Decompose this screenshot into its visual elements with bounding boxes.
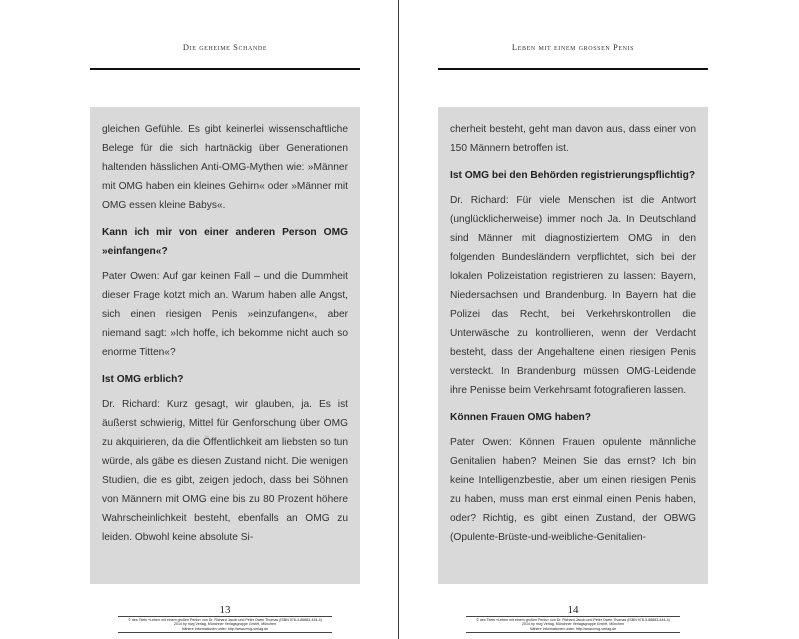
header-rule [90,68,360,70]
imprint-line: © des Titels »Leben mit einem großen Penis« von Dr. Richard Jacob und Peter Owen Thomas (ISBN 978-3-86883-444-4) [128,618,322,622]
question-heading: Kann ich mir von einer anderen Person OMG »einfangen«? [102,227,348,257]
question-heading: Können Frauen OMG haben? [450,412,591,423]
running-header: Leben mit einem grossen Penis [511,42,635,52]
running-header: Die geheime Schande [182,42,268,52]
content-box [90,107,360,584]
imprint-line: Nähere Informationen unter: http://www.mvg-verlag.de [181,626,269,631]
paragraph: cherheit besteht, geht man davon aus, dass einer von 150 Männern betroffen ist. [450,124,696,154]
page-number: 14 [567,604,579,616]
paragraph: gleichen Gefühle. Es gibt keinerlei wissenschaftliche Belege für die sich hartnäckig über Generationen haltenden hässlichen Anti-OMG-Mythen wie: »Männer mit OMG haben ein kleines Gehirn« oder »Männer mit OMG essen kleine Babys«. [102,124,348,211]
paragraph: Pater Owen: Können Frauen opulente männliche Genitalien haben? Meinen Sie das ernst? Ich bin keine Intelligenzbestie, aber um einen riesigen Penis zu haben, muss man erst einmal einen Penis haben, oder? Richtig, es gibt einen Zustand, der OBWG (Opulente-Brüste-und-weibliche-Genitalien- [450,437,696,543]
right-page [438,0,708,639]
paragraph: Pater Owen: Auf gar keinen Fall – und die Dummheit dieser Frage kotzt mich an. Warum haben alle Angst, sich einen riesigen Penis »einzufangen«, aber niemand sagt: »Ich hoffe, ich bekomme nicht auch so enorme Titten«? [102,271,348,358]
copyright-imprint [466,616,680,633]
imprint-line: Nähere Informationen unter: http://www.mvg-verlag.de [529,626,617,631]
book-spine [398,0,399,639]
content-box [438,107,708,584]
page-number: 13 [219,604,231,616]
imprint-line: 2014 by mvg Verlag, Münchner Verlagsgruppe GmbH, München [173,622,277,627]
question-heading: Ist OMG erblich? [102,374,184,385]
paragraph: Dr. Richard: Kurz gesagt, wir glauben, ja. Es ist äußerst schwierig, Mittel für Genforschung über OMG zu akquirieren, da die Öffentlichkeit am liebsten so tun würde, als gäbe es diesen Zustand nicht. Die wenigen Studien, die es gibt, zeigen jedoch, dass bei Söhnen von Männern mit OMG eine bis zu 80 Prozent höhere Wahrscheinlichkeit besteht, ebenfalls an OMG zu leiden. Obwohl keine absolute Si- [102,399,348,543]
question-heading: Ist OMG bei den Behörden registrierungspflichtig? [450,170,696,181]
paragraph: Dr. Richard: Für viele Menschen ist die Antwort (unglücklicherweise) immer noch Ja. In Deutschland sind Männer mit diagnostiziertem OMG in den folgenden Bundesländern verpflichtet, sich bei der lokalen Polizeistation registrieren zu lassen: Bayern, Niedersachsen und Brandenburg. In Bayern hat die Polizei das Recht, bei Verkehrskontrollen die Unterwäsche zu kontrollieren, wenn der Verdacht besteht, dass der Angehaltene einen riesigen Penis versteckt. In Brandenburg müssen OMG-Leidende ihre Penisse beim Verkehrsamt fotografieren lassen. [450,195,696,396]
left-page [90,0,360,639]
imprint-line: 2014 by mvg Verlag, Münchner Verlagsgruppe GmbH, München [521,622,625,627]
imprint-line: © des Titels »Leben mit einem großen Penis« von Dr. Richard Jacob und Peter Owen Thomas (ISBN 978-3-86883-444-4) [476,618,670,622]
copyright-imprint [118,616,332,633]
header-rule [438,68,708,70]
